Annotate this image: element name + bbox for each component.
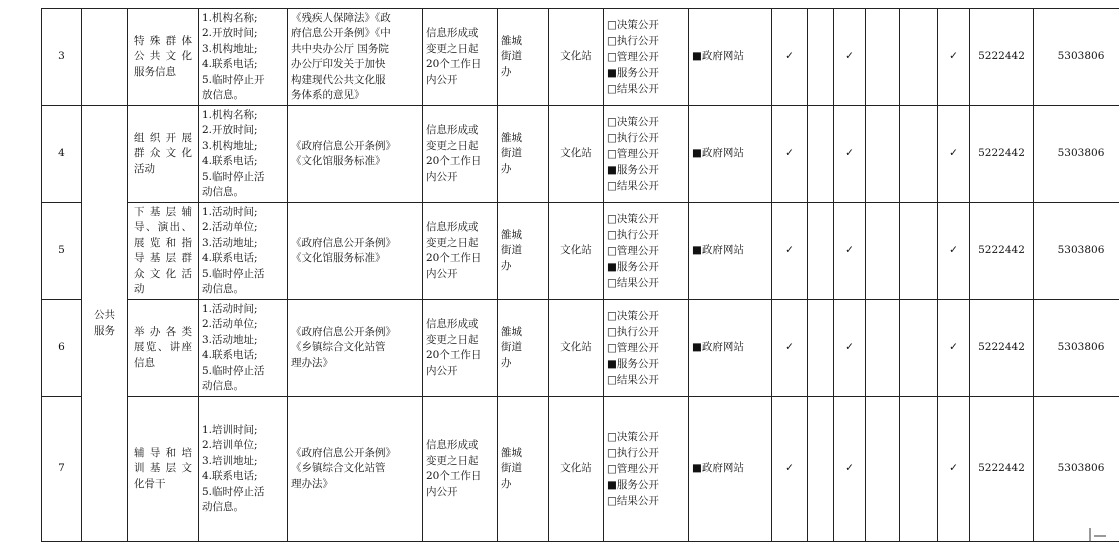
checkmark-icon: ✓ [772, 203, 808, 300]
time-limit-cell: 信息形成或 变更之日起 20个工作日 内公开 [423, 203, 498, 300]
checkmark-icon: ✓ [938, 106, 970, 203]
scope-cell: □决策公开 □执行公开 □管理公开 ■服务公开 □结果公开 [604, 9, 689, 106]
checkmark-icon: ✓ [938, 300, 970, 397]
table-row [42, 9, 1119, 106]
empty-cell [900, 397, 938, 542]
table-row [42, 203, 1119, 300]
basis-cell: 《政府信息公开条例》 《文化馆服务标准》 [288, 106, 423, 203]
channel-cell: ■政府网站 [689, 9, 772, 106]
scope-cell: □决策公开 □执行公开 □管理公开 ■服务公开 □结果公开 [604, 203, 689, 300]
category-label: 公共服务 [94, 309, 115, 337]
channel-cell: ■政府网站 [689, 300, 772, 397]
empty-cell [808, 300, 834, 397]
phone-cell: 5303806 [1034, 106, 1119, 203]
checkmark-icon: ✓ [938, 203, 970, 300]
channel-cell: ■政府网站 [689, 203, 772, 300]
subject-cell: 雒城 街道 办 [498, 9, 549, 106]
table-row [42, 106, 1119, 203]
empty-cell [900, 300, 938, 397]
empty-cell [866, 9, 900, 106]
object-cell: 文化站 [549, 9, 604, 106]
table-row [42, 300, 1119, 397]
crop-mark-icon [1094, 528, 1106, 542]
content-cell: 1.机构名称; 2.开放时间; 3.机构地址; 4.联系电话; 5.临时停止活 动信息。 [199, 106, 288, 203]
empty-cell [866, 397, 900, 542]
checkmark-icon: ✓ [834, 300, 866, 397]
basis-cell: 《政府信息公开条例》 《文化馆服务标准》 [288, 203, 423, 300]
time-limit-cell: 信息形成或 变更之日起 20个工作日 内公开 [423, 300, 498, 397]
checkmark-icon: ✓ [772, 9, 808, 106]
item-name: 组织开展 群众文化 活动 [128, 106, 199, 203]
checkmark-icon: ✓ [834, 106, 866, 203]
item-name: 举办各类 展览、讲座 信息 [128, 300, 199, 397]
channel-cell: ■政府网站 [689, 397, 772, 542]
content-cell: 1.机构名称; 2.开放时间; 3.机构地址; 4.联系电话; 5.临时停止开 放信息。 [199, 9, 288, 106]
empty-cell [900, 203, 938, 300]
object-cell: 文化站 [549, 106, 604, 203]
checkmark-icon: ✓ [938, 9, 970, 106]
empty-cell [866, 106, 900, 203]
object-cell: 文化站 [549, 397, 604, 542]
scope-cell: □决策公开 □执行公开 □管理公开 ■服务公开 □结果公开 [604, 300, 689, 397]
subject-cell: 雒城 街道 办 [498, 106, 549, 203]
phone-cell: 5222442 [970, 203, 1034, 300]
subject-cell: 雒城 街道 办 [498, 397, 549, 542]
scope-cell: □决策公开 □执行公开 □管理公开 ■服务公开 □结果公开 [604, 397, 689, 542]
disclosure-table [41, 8, 1119, 542]
row-number: 4 [42, 106, 82, 203]
category-cell [82, 106, 128, 542]
row-number: 7 [42, 397, 82, 542]
checkmark-icon: ✓ [772, 300, 808, 397]
empty-cell [900, 9, 938, 106]
object-cell: 文化站 [549, 300, 604, 397]
phone-cell: 5222442 [970, 106, 1034, 203]
time-limit-cell: 信息形成或 变更之日起 20个工作日 内公开 [423, 106, 498, 203]
object-cell: 文化站 [549, 203, 604, 300]
phone-cell: 5222442 [970, 9, 1034, 106]
checkmark-icon: ✓ [938, 397, 970, 542]
empty-cell [808, 203, 834, 300]
row-number: 3 [42, 9, 82, 106]
basis-cell: 《残疾人保障法》《政 府信息公开条例》《中 共中央办公厅 国务院 办公厅印发关于加快 构建现代公共文化服 务体系的意见》 [288, 9, 423, 106]
empty-cell [900, 106, 938, 203]
item-name: 下基层辅 导、演出、 展览和指 导基层群 众文化活 动 [128, 203, 199, 300]
phone-cell: 5303806 [1034, 300, 1119, 397]
phone-cell: 5222442 [970, 300, 1034, 397]
time-limit-cell: 信息形成或 变更之日起 20个工作日 内公开 [423, 9, 498, 106]
row-number: 5 [42, 203, 82, 300]
phone-cell: 5303806 [1034, 203, 1119, 300]
basis-cell: 《政府信息公开条例》 《乡镇综合文化站管 理办法》 [288, 397, 423, 542]
table-row [42, 397, 1119, 542]
time-limit-cell: 信息形成或 变更之日起 20个工作日 内公开 [423, 397, 498, 542]
empty-cell [808, 106, 834, 203]
checkmark-icon: ✓ [772, 106, 808, 203]
content-cell: 1.活动时间; 2.活动单位; 3.活动地址; 4.联系电话; 5.临时停止活 动信息。 [199, 300, 288, 397]
subject-cell: 雒城 街道 办 [498, 203, 549, 300]
checkmark-icon: ✓ [834, 203, 866, 300]
item-name: 辅导和培 训基层文 化骨干 [128, 397, 199, 542]
checkmark-icon: ✓ [834, 397, 866, 542]
subject-cell: 雒城 街道 办 [498, 300, 549, 397]
row-number: 6 [42, 300, 82, 397]
phone-cell: 5222442 [970, 397, 1034, 542]
checkmark-icon: ✓ [772, 397, 808, 542]
channel-cell: ■政府网站 [689, 106, 772, 203]
empty-cell [866, 203, 900, 300]
empty-cell [808, 397, 834, 542]
phone-cell: 5303806 [1034, 9, 1119, 106]
checkmark-icon: ✓ [834, 9, 866, 106]
empty-cell [808, 9, 834, 106]
scope-cell: □决策公开 □执行公开 □管理公开 ■服务公开 □结果公开 [604, 106, 689, 203]
empty-cell [866, 300, 900, 397]
item-name: 特殊群体 公共文化 服务信息 [128, 9, 199, 106]
content-cell: 1.活动时间; 2.活动单位; 3.活动地址; 4.联系电话; 5.临时停止活 动信息。 [199, 203, 288, 300]
basis-cell: 《政府信息公开条例》 《乡镇综合文化站管 理办法》 [288, 300, 423, 397]
category-cell-empty [82, 9, 128, 106]
content-cell: 1.培训时间; 2.培训单位; 3.培训地址; 4.联系电话; 5.临时停止活 动信息。 [199, 397, 288, 542]
phone-cell: 5303806 [1034, 397, 1119, 542]
